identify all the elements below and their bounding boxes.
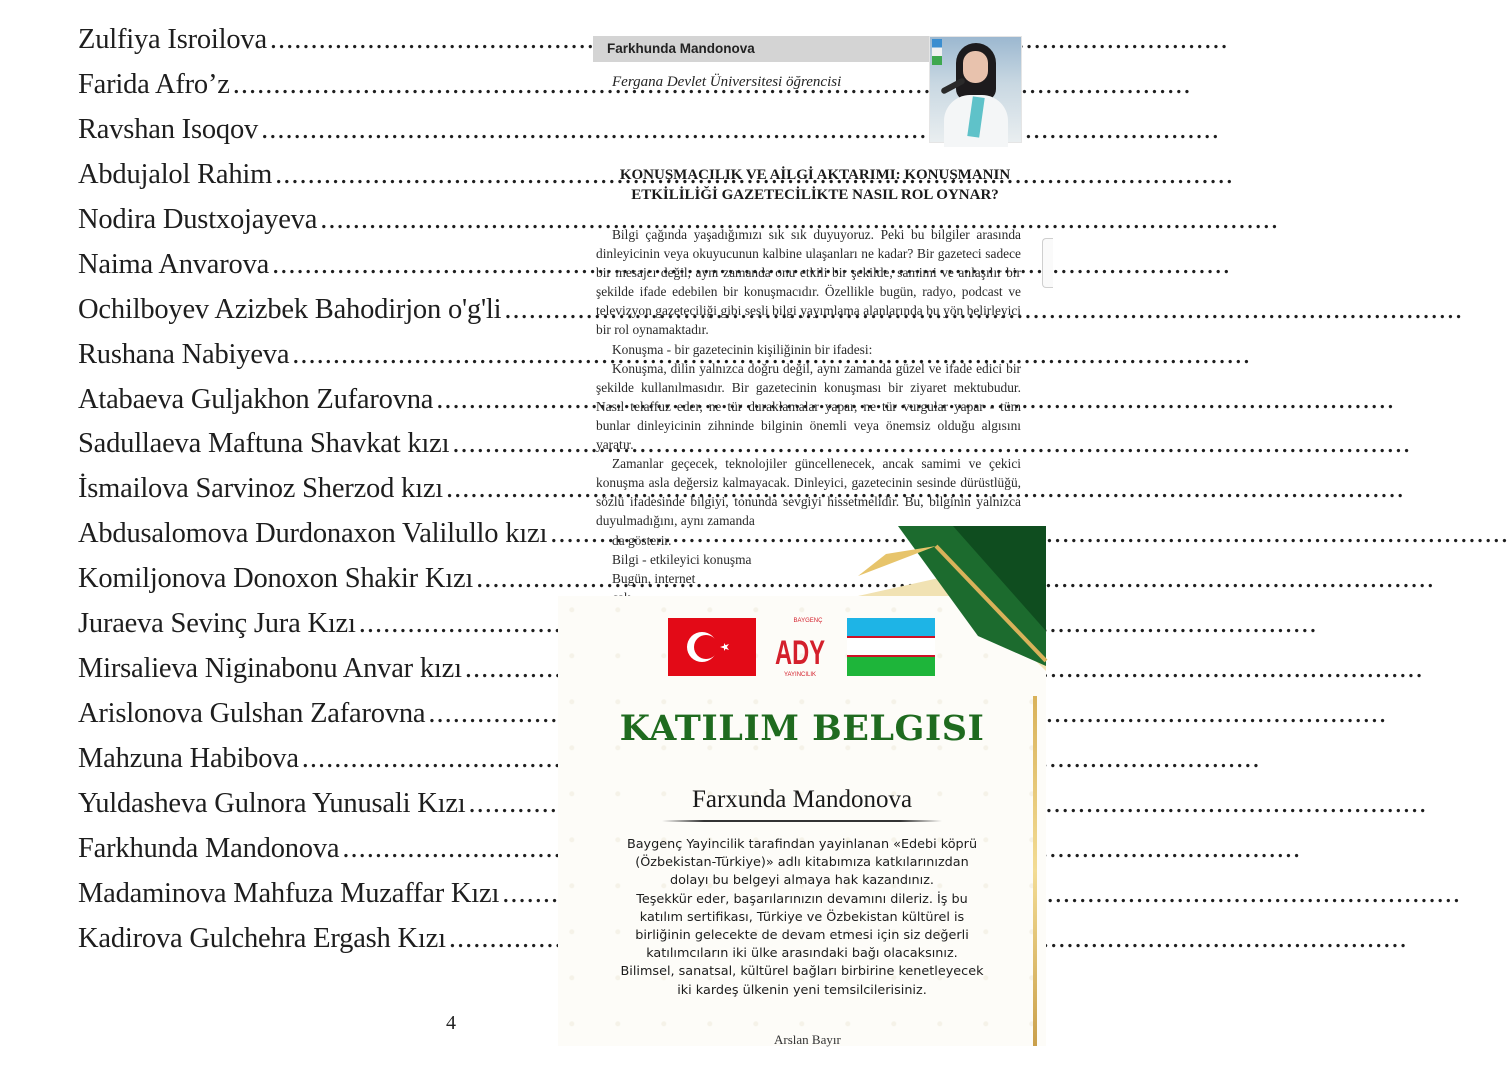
contents-entry-name: Nodira Dustxojayeva — [78, 204, 320, 235]
signature-name: Arslan Bayır — [774, 1032, 841, 1047]
contents-entry-name: Rushana Nabiyeva — [78, 339, 292, 370]
baygenc-logo — [772, 614, 828, 680]
contents-entry — [78, 108, 526, 153]
logo-top-text: BAYGENÇ — [793, 618, 823, 624]
article-paragraph: da gösterir. — [612, 532, 672, 548]
article-paragraph: Konuşma, dilin yalnızca doğru değil, aynı zamanda güzel ve ifade edici bir şekilde kullanılmasıdır. Bir gazetecinin konuşması bir ziyaret mektubudur. Nasıl telaffuz eder, ne tür duraklamalar yapar, ne tür vurgular yapar - tüm bunlar dinleyicinin zihninde bilginin önemli veya önemsiz olduğu algısını yaratır. — [596, 360, 1021, 453]
contents-entry-name: Arislonova Gulshan Zafarovna — [78, 698, 428, 729]
contents-entry — [78, 422, 526, 467]
author-name: Farkhunda Mandonova — [593, 36, 942, 62]
article-paragraph: Bilgi çağında yaşadığımızı sık sık duyuyoruz. Peki bu bilgiler arasında dinleyicinin veya okuyucunun kalbine ulaşanları ne kadar? Bir gazeteci sadece bir mesajcı değil, aynı zamanda onu etkili bir şekilde, samimi ve anlaşılır bir şekilde ifade edebilen bir konuşmacıdır. Özellikle bugün, radyo, podcast ve televizyon gazeteciliği gibi sesli bilgi yayımlama alanlarında bu yön belirleyici bir rol oynamaktadır. — [596, 227, 1021, 338]
certificate-body-line: Bilimsel, sanatsal, kültürel bağları birbirine kenetleyecek — [620, 964, 984, 980]
article-title — [580, 165, 1050, 205]
contents-entry — [78, 692, 526, 737]
certificate-title: KATILIM BELGISI — [619, 708, 985, 749]
certificate-body-line: katılım sertifikası, Türkiye ve Özbekistan kültürel is — [639, 909, 965, 925]
contents-entry-name: Mirsalieva Niginabonu Anvar kızı — [78, 653, 465, 684]
recipient-underline — [662, 820, 942, 822]
contents-entry-name: Madaminova Mahfuza Muzaffar Kızı — [78, 878, 502, 909]
contents-entry — [78, 153, 526, 198]
flag-green-band — [847, 657, 935, 677]
page-edge-tab — [1042, 238, 1053, 288]
contents-entry — [78, 557, 526, 602]
contents-entry — [78, 243, 526, 288]
logo-bottom-text: YAYINCILIK — [783, 672, 817, 678]
contents-list — [78, 18, 548, 962]
contents-entry — [78, 647, 526, 692]
contents-entry — [78, 917, 526, 962]
contents-page — [0, 0, 548, 1080]
contents-entry-name: Naima Anvarova — [78, 249, 272, 280]
contents-entry — [78, 288, 526, 333]
article-paragraph: Zamanlar geçecek, teknolojiler güncellenecek, ancak samimi ve çekici konuşma asla değersiz kalmayacak. Dinleyici, gazetecinin sesinde dürüstlüğü, sözlü ifadesinde bilgiyi, tonunda sevgiyi hissetmelidir. Bu, bilginin yalnızca duyulmadığını, aynı zamanda — [596, 456, 1021, 529]
participation-certificate — [558, 596, 1046, 1046]
article-paragraph: Bugün, internet — [612, 570, 696, 586]
contents-entry — [78, 737, 526, 782]
contents-entry-name: Ochilboyev Azizbek Bahodirjon o'g'li — [78, 294, 504, 325]
certificate-body-line: (Özbekistan-Türkiye)» adlı kitabımıza katkılarınızdan — [635, 855, 969, 871]
contents-entry — [78, 63, 526, 108]
contents-entry — [78, 827, 526, 872]
contents-entry — [78, 602, 526, 647]
contents-entry — [78, 333, 526, 378]
contents-entry-name: Sadullaeva Maftuna Shavkat kızı — [78, 428, 452, 459]
contents-entry — [78, 378, 526, 423]
certificate-body-line: dolayı bu belgeyi almaya hak kazandınız. — [669, 873, 935, 889]
contents-entry — [78, 872, 526, 917]
contents-entry-name: Farida Afro’z — [78, 69, 233, 100]
contents-entry — [78, 18, 526, 63]
article-paragraph: Konuşma - bir gazetecinin kişiliğinin bir ifadesi: — [612, 341, 873, 357]
logo-mark-text: ADY — [775, 634, 826, 672]
contents-entry-name: Farkhunda Mandonova — [78, 833, 342, 864]
turkey-flag-emblem — [668, 618, 756, 676]
face-shape — [963, 51, 988, 83]
contents-entry-name: Zulfiya Isroilova — [78, 24, 270, 55]
certificate-body-line: iki kardeş ülkenin yeni temsilcilerisiniz. — [677, 982, 927, 998]
certificate-body-line: birliğinin gelecekte de devam etmesi için siz değerli — [635, 928, 969, 944]
contents-entry-name: Yuldasheva Gulnora Yunusali Kızı — [78, 788, 469, 819]
contents-entry-name: Abdujalol Rahim — [78, 159, 275, 190]
certificate-body-line: Baygenç Yayincilik tarafindan yayinlanan «Edebi köprü — [626, 837, 978, 852]
contents-entry-name: Juraeva Sevinç Jura Kızı — [78, 608, 359, 639]
recipient-name: Farxunda Mandonova — [691, 786, 913, 813]
contents-entry-name: İsmailova Sarvinoz Sherzod kızı — [78, 473, 446, 504]
author-affiliation: Fergana Devlet Üniversitesi öğrencisi — [612, 74, 842, 90]
contents-entry-name: Ravshan Isoqov — [78, 114, 261, 145]
contents-entry-name: Komiljonova Donoxon Shakir Kızı — [78, 563, 476, 594]
contents-entry-name: Atabaeva Guljakhon Zufarovna — [78, 384, 436, 415]
contents-entry — [78, 782, 526, 827]
contents-entry — [78, 467, 526, 512]
certificate-body — [588, 836, 1016, 1000]
article-paragraph: Bilgi - etkileyici konuşma — [612, 551, 752, 567]
certificate-body-line: katılımcıların iki ülke arasındaki bağı olacaksınız. — [646, 946, 958, 962]
turkey-flag-icon — [668, 618, 756, 676]
contents-entry-name: Mahzuna Habibova — [78, 743, 302, 774]
contents-entry — [78, 512, 548, 557]
flag-white-band — [847, 638, 935, 655]
contents-entry-name: Kadirova Gulchehra Ergash Kızı — [78, 923, 449, 954]
author-photo — [929, 36, 1022, 143]
flag-icon — [932, 39, 942, 65]
page-number: 4 — [446, 1012, 456, 1034]
contents-entry-name: Abdusalomova Durdonaxon Valilullo kızı — [78, 518, 550, 549]
certificate-body-line: Teşekkür eder, başarılarınızın devamını dileriz. İş bu — [636, 891, 968, 907]
uzbekistan-flag-icon — [847, 618, 935, 676]
article-title-line-1: KONUŞMACILIK VE AİLGİ AKTARIMI: KONUŞMANIN — [619, 167, 1011, 183]
article-title-line-2: ETKİLİLİĞİ GAZETECİLİKTE NASIL ROL OYNAR? — [631, 187, 999, 203]
flag-blue-band — [847, 618, 935, 636]
contents-entry — [78, 198, 526, 243]
